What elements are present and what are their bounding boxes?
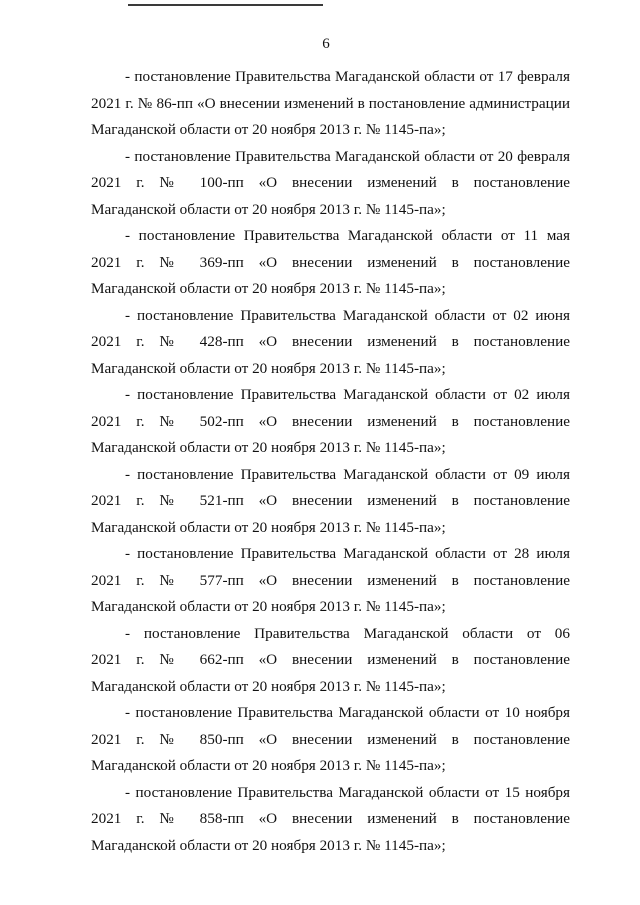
top-scan-line [128,4,323,6]
list-item-line-3: Магаданской области от 20 ноября 2013 г. № 1145-па»; [91,359,446,377]
list-item-line-2: 2021 г. № 662-пп «О внесении изменений в постановление [91,651,570,668]
list-item-line-1: - постановление Правительства Магаданской области от 06 [125,624,570,642]
list-item-line-3: Магаданской области от 20 ноября 2013 г. № 1145-па»; [91,518,446,536]
list-item-1 [91,144,570,224]
list-item-line-3: Магаданской области от 20 ноября 2013 г. № 1145-па»; [91,757,446,774]
list-item-4 [91,382,570,462]
list-item-line-1: - постановление Правительства Магаданской области от 10 ноября [125,704,570,721]
page-number: 6 [322,36,330,52]
list-item-line-1: - постановление Правительства Магаданской области от 15 ноября [125,783,570,801]
list-item-line-2: 2021 г. № 850-пп «О внесении изменений в постановление [91,730,570,748]
list-item-line-3: Магаданской области от 20 ноября 2013 г. № 1145-па»; [91,598,446,615]
list-item-line-1: - постановление Правительства Магаданской области от 11 мая [125,227,570,244]
list-item-line-2: 2021 г. № 86-пп «О внесении изменений в постановление администрации [91,94,570,112]
list-item-3 [91,303,570,383]
list-item-line-2: 2021 г. № 577-пп «О внесении изменений в постановление [91,571,570,589]
list-item-line-1: - постановление Правительства Магаданской области от 02 июня [125,306,570,324]
list-item-line-3: Магаданской области от 20 ноября 2013 г. № 1145-па»; [91,121,446,138]
document-body [91,64,570,859]
list-item-6 [91,541,570,621]
list-item-line-1: - постановление Правительства Магаданской области от 09 июля [125,465,570,483]
list-item-line-1: - постановление Правительства Магаданской области от 17 февраля [125,68,570,85]
list-item-line-1: - постановление Правительства Магаданской области от 02 июля [125,386,570,403]
list-item-2 [91,223,570,303]
list-item-line-2: 2021 г. № 858-пп «О внесении изменений в постановление [91,810,570,827]
list-item-line-2: 2021 г. № 521-пп «О внесении изменений в постановление [91,492,570,509]
list-item-7 [91,621,570,701]
list-item-line-3: Магаданской области от 20 ноября 2013 г. № 1145-па»; [91,200,446,218]
list-item-9 [91,780,570,860]
list-item-8 [91,700,570,780]
list-item-line-1: - постановление Правительства Магаданской области от 20 февраля [125,147,570,165]
list-item-line-2: 2021 г. № 100-пп «О внесении изменений в постановление [91,174,570,191]
list-item-line-3: Магаданской области от 20 ноября 2013 г. № 1145-па»; [91,439,446,456]
list-item-0 [91,64,570,144]
list-item-line-2: 2021 г. № 369-пп «О внесении изменений в постановление [91,253,570,271]
list-item-line-3: Магаданской области от 20 ноября 2013 г. № 1145-па»; [91,677,446,695]
list-item-line-1: - постановление Правительства Магаданской области от 28 июля [125,545,570,562]
list-item-line-2: 2021 г. № 502-пп «О внесении изменений в постановление [91,412,570,430]
list-item-line-3: Магаданской области от 20 ноября 2013 г. № 1145-па»; [91,280,446,297]
list-item-5 [91,462,570,542]
list-item-line-3: Магаданской области от 20 ноября 2013 г. № 1145-па»; [91,836,446,854]
list-item-line-2: 2021 г. № 428-пп «О внесении изменений в постановление [91,333,570,350]
